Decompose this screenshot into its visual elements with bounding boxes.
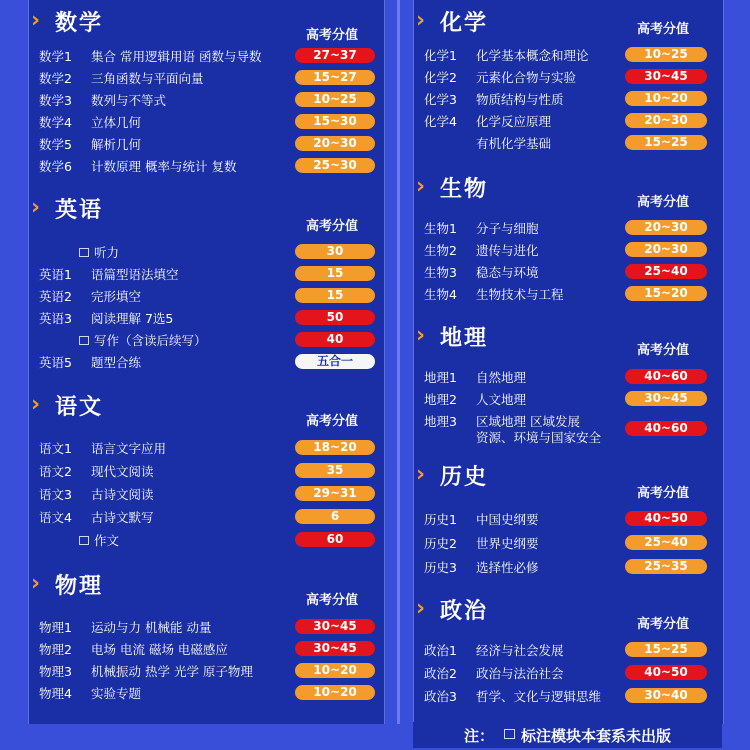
module-topic: [476, 263, 539, 281]
section-name: 政治: [440, 598, 489, 624]
module-topic: [79, 331, 207, 349]
module-topic-text: 听力: [94, 245, 120, 260]
module-code: 语文4: [39, 510, 72, 525]
chevron-right-icon: ›: [31, 195, 41, 220]
module-topic: [476, 664, 564, 682]
module-topic-text: 计数原理 概率与统计 复数: [91, 159, 237, 174]
subject-row: [29, 307, 384, 329]
subject-row: [29, 638, 384, 660]
module-topic-text: 古诗文默写: [91, 510, 154, 525]
module-topic-text: 语篇型语法填空: [91, 267, 179, 282]
module-topic-text: 经济与社会发展: [476, 643, 564, 658]
module-code: 政治2: [424, 666, 457, 681]
score-badge: 30~40: [625, 688, 707, 703]
module-topic: [476, 90, 564, 108]
subject-row: [29, 263, 384, 285]
score-badge: 30~45: [625, 69, 707, 84]
score-column-header: 高考分值: [306, 414, 359, 429]
score-badge: 15~25: [625, 135, 707, 150]
subject-row: [29, 506, 384, 528]
module-code: 语文1: [39, 441, 72, 456]
score-badge: 25~40: [625, 264, 707, 279]
module-topic: [91, 684, 141, 702]
subject-row: [29, 682, 384, 704]
unpublished-marker-icon: [504, 729, 515, 739]
score-column-header: 高考分值: [306, 219, 359, 234]
score-badge: 40~50: [625, 511, 707, 526]
score-badge: 15~30: [295, 114, 375, 129]
module-code: 政治3: [424, 689, 457, 704]
module-topic: [91, 462, 154, 480]
module-topic: [476, 134, 551, 152]
score-badge: 15~27: [295, 70, 375, 85]
module-topic: [476, 285, 564, 303]
score-badge: 40~60: [625, 369, 707, 384]
module-topic: [476, 46, 589, 64]
chevron-right-icon: ›: [31, 392, 41, 417]
subject-row: [29, 67, 384, 89]
chevron-right-icon: ›: [416, 323, 426, 348]
score-badge: 30~45: [295, 619, 375, 634]
module-code: 数学2: [39, 71, 72, 86]
module-topic: [91, 91, 166, 109]
subject-row: [414, 532, 723, 554]
subject-row: [414, 366, 723, 388]
score-badge: 27~37: [295, 48, 375, 63]
module-topic-text: 遗传与进化: [476, 243, 539, 258]
module-code: 政治1: [424, 643, 457, 658]
score-badge: 10~20: [295, 663, 375, 678]
note-label: 注：: [463, 726, 494, 745]
module-code: 生物2: [424, 243, 457, 258]
module-topic-line2: 资源、环境与国家安全: [476, 430, 602, 445]
biology-section-title: [414, 172, 488, 202]
subject-row: [414, 410, 723, 445]
score-badge: 35: [295, 463, 375, 478]
module-topic: [91, 69, 204, 87]
chevron-right-icon: ›: [31, 8, 41, 33]
score-badge: 10~20: [625, 91, 707, 106]
score-column-header: 高考分值: [637, 343, 690, 358]
score-column-header: 高考分值: [637, 22, 690, 37]
section-name: 物理: [55, 573, 104, 599]
score-badge: 20~30: [295, 136, 375, 151]
score-column-header: 高考分值: [637, 486, 690, 501]
module-topic-text: 三角函数与平面向量: [91, 71, 204, 86]
module-topic: [91, 309, 173, 327]
center-divider: [397, 0, 400, 724]
module-topic-text: 有机化学基础: [476, 136, 552, 151]
section-name: 数学: [55, 10, 104, 36]
chevron-right-icon: ›: [416, 8, 426, 33]
module-code: 数学1: [39, 49, 72, 64]
subject-row: [414, 639, 723, 661]
subject-row: [29, 351, 384, 373]
module-topic: [91, 618, 211, 636]
module-topic: [476, 558, 539, 576]
module-code: 历史3: [424, 560, 457, 575]
module-topic: [91, 287, 141, 305]
module-topic-text: 阅读理解 7选5: [91, 311, 174, 326]
module-topic: [476, 687, 601, 705]
subject-row: [29, 155, 384, 177]
score-badge: 25~35: [625, 559, 707, 574]
subject-row: [414, 132, 723, 154]
module-topic-text: 现代文阅读: [91, 464, 154, 479]
score-badge: 15: [295, 266, 375, 281]
score-badge: 15: [295, 288, 375, 303]
module-code: 数学5: [39, 137, 72, 152]
module-code: 化学3: [424, 92, 457, 107]
subject-row: [29, 241, 384, 263]
score-badge: 15~25: [625, 642, 707, 657]
module-topic-text: 完形填空: [91, 289, 142, 304]
module-topic: [91, 640, 228, 658]
subject-row: [29, 483, 384, 505]
score-badge: 30~45: [625, 391, 707, 406]
module-topic: [91, 353, 141, 371]
module-code: 物理4: [39, 686, 72, 701]
chevron-right-icon: ›: [416, 596, 426, 621]
module-code: 地理1: [424, 370, 457, 385]
module-topic-text: 解析几何: [91, 137, 142, 152]
module-topic: [91, 157, 236, 175]
subject-row: [29, 285, 384, 307]
score-column-header: 高考分值: [637, 617, 690, 632]
chevron-right-icon: ›: [31, 571, 41, 596]
score-badge: 五合一: [295, 354, 375, 369]
module-code: 地理3: [424, 414, 457, 429]
module-topic-text: 世界史纲要: [476, 536, 539, 551]
score-badge: 29~31: [295, 486, 375, 501]
module-code: 数学6: [39, 159, 72, 174]
subject-row: [29, 45, 384, 67]
right-panel: [413, 0, 724, 724]
module-topic: [79, 243, 119, 261]
left-panel: [28, 0, 385, 724]
unpublished-marker-icon: [79, 536, 89, 545]
subject-row: [29, 529, 384, 551]
module-code: 数学3: [39, 93, 72, 108]
module-topic: [91, 113, 141, 131]
chevron-right-icon: ›: [416, 462, 426, 487]
module-topic-text: 语言文字应用: [91, 441, 167, 456]
module-topic: [79, 531, 119, 549]
module-topic: [91, 47, 261, 65]
module-code: 生物1: [424, 221, 457, 236]
subject-row: [414, 217, 723, 239]
subject-row: [414, 685, 723, 707]
score-badge: 25~40: [625, 535, 707, 550]
module-code: 化学2: [424, 70, 457, 85]
score-badge: 40~50: [625, 665, 707, 680]
module-topic-text: 分子与细胞: [476, 221, 539, 236]
score-badge: 18~20: [295, 440, 375, 455]
module-topic-text: 人文地理: [476, 392, 527, 407]
module-topic: [91, 135, 141, 153]
subject-row: [29, 89, 384, 111]
module-code: 英语2: [39, 289, 72, 304]
footer-note: [413, 722, 722, 748]
score-column-header: 高考分值: [306, 593, 359, 608]
module-topic-text: 写作（含读后续写）: [94, 333, 207, 348]
score-badge: 15~20: [625, 286, 707, 301]
module-topic-text: 中国史纲要: [476, 512, 539, 527]
module-code: 数学4: [39, 115, 72, 130]
module-topic: [91, 439, 166, 457]
section-name: 历史: [440, 464, 489, 490]
subject-row: [414, 556, 723, 578]
module-topic: [476, 241, 539, 259]
module-code: 物理2: [39, 642, 72, 657]
module-topic: [476, 368, 526, 386]
subject-row: [414, 283, 723, 305]
subject-row: [414, 239, 723, 261]
subject-row: [29, 660, 384, 682]
subject-row: [29, 437, 384, 459]
score-badge: 20~30: [625, 220, 707, 235]
score-badge: 20~30: [625, 242, 707, 257]
module-topic-text: 选择性必修: [476, 560, 539, 575]
module-topic-text: 集合 常用逻辑用语 函数与导数: [91, 49, 262, 64]
module-topic: [476, 534, 539, 552]
module-topic-text: 立体几何: [91, 115, 142, 130]
score-badge: 10~25: [295, 92, 375, 107]
score-badge: 40: [295, 332, 375, 347]
score-badge: 30: [295, 244, 375, 259]
section-name: 化学: [440, 10, 489, 36]
geography-section-title: [414, 321, 488, 351]
module-topic: [476, 68, 576, 86]
module-topic-text: 化学反应原理: [476, 114, 552, 129]
score-badge: 50: [295, 310, 375, 325]
math-section-title: [29, 6, 103, 36]
subject-row: [414, 261, 723, 283]
module-code: 英语1: [39, 267, 72, 282]
subject-row: [29, 329, 384, 351]
module-topic-text: 题型合练: [91, 355, 142, 370]
module-code: 英语3: [39, 311, 72, 326]
module-code: 历史2: [424, 536, 457, 551]
politics-section-title: [414, 594, 488, 624]
module-topic-text: 电场 电流 磁场 电磁感应: [91, 642, 228, 657]
chevron-right-icon: ›: [416, 174, 426, 199]
subject-row: [29, 616, 384, 638]
subject-row: [414, 88, 723, 110]
score-column-header: 高考分值: [306, 28, 359, 43]
subject-row: [414, 110, 723, 132]
module-topic: [476, 510, 539, 528]
module-code: 化学4: [424, 114, 457, 129]
module-topic-text: 古诗文阅读: [91, 487, 154, 502]
module-topic-text: 机械振动 热学 光学 原子物理: [91, 664, 253, 679]
score-badge: 20~30: [625, 113, 707, 128]
chemistry-section-title: [414, 6, 488, 36]
module-code: 语文3: [39, 487, 72, 502]
subject-row: [414, 662, 723, 684]
subject-row: [414, 388, 723, 410]
module-code: 化学1: [424, 48, 457, 63]
score-badge: 60: [295, 532, 375, 547]
subject-row: [29, 133, 384, 155]
physics-section-title: [29, 569, 103, 599]
module-topic-text: 化学基本概念和理论: [476, 48, 589, 63]
module-topic-text: 物质结构与性质: [476, 92, 564, 107]
module-code: 语文2: [39, 464, 72, 479]
section-name: 英语: [55, 197, 104, 223]
score-badge: 6: [295, 509, 375, 524]
module-topic-text: 数列与不等式: [91, 93, 167, 108]
score-badge: 10~25: [625, 47, 707, 62]
section-name: 地理: [440, 325, 489, 351]
module-topic-text: 作文: [94, 533, 120, 548]
subject-row: [29, 460, 384, 482]
module-code: 生物3: [424, 265, 457, 280]
module-topic-text: 区域地理 区域发展: [476, 414, 580, 429]
module-code: 生物4: [424, 287, 457, 302]
unpublished-marker-icon: [79, 248, 89, 257]
module-topic: [476, 112, 551, 130]
section-name: 生物: [440, 176, 489, 202]
module-code: 英语5: [39, 355, 72, 370]
score-column-header: 高考分值: [637, 195, 690, 210]
unpublished-marker-icon: [79, 336, 89, 345]
module-topic-text: 实验专题: [91, 686, 142, 701]
module-topic-text: 政治与法治社会: [476, 666, 564, 681]
score-badge: 10~20: [295, 685, 375, 700]
module-topic-text: 生物技术与工程: [476, 287, 564, 302]
chinese-section-title: [29, 390, 103, 420]
score-badge: 40~60: [625, 421, 707, 436]
english-section-title: [29, 193, 103, 223]
score-badge: 25~30: [295, 158, 375, 173]
module-topic-text: 运动与力 机械能 动量: [91, 620, 212, 635]
module-topic: [476, 641, 564, 659]
module-topic: [476, 390, 526, 408]
subject-row: [414, 508, 723, 530]
module-topic: [476, 219, 539, 237]
section-name: 语文: [55, 394, 104, 420]
module-topic-text: 元素化合物与实验: [476, 70, 577, 85]
module-topic-text: 哲学、文化与逻辑思维: [476, 689, 602, 704]
module-topic: [91, 485, 154, 503]
subject-row: [414, 44, 723, 66]
subject-row: [414, 66, 723, 88]
module-topic-text: 自然地理: [476, 370, 527, 385]
module-topic: [91, 508, 154, 526]
module-code: 地理2: [424, 392, 457, 407]
module-code: 历史1: [424, 512, 457, 527]
module-topic: [91, 265, 179, 283]
subject-row: [29, 111, 384, 133]
history-section-title: [414, 460, 488, 490]
module-topic: [91, 662, 253, 680]
module-code: 物理3: [39, 664, 72, 679]
module-topic-text: 稳态与环境: [476, 265, 539, 280]
note-text: 标注模块本套系未出版: [521, 726, 672, 745]
score-badge: 30~45: [295, 641, 375, 656]
module-code: 物理1: [39, 620, 72, 635]
